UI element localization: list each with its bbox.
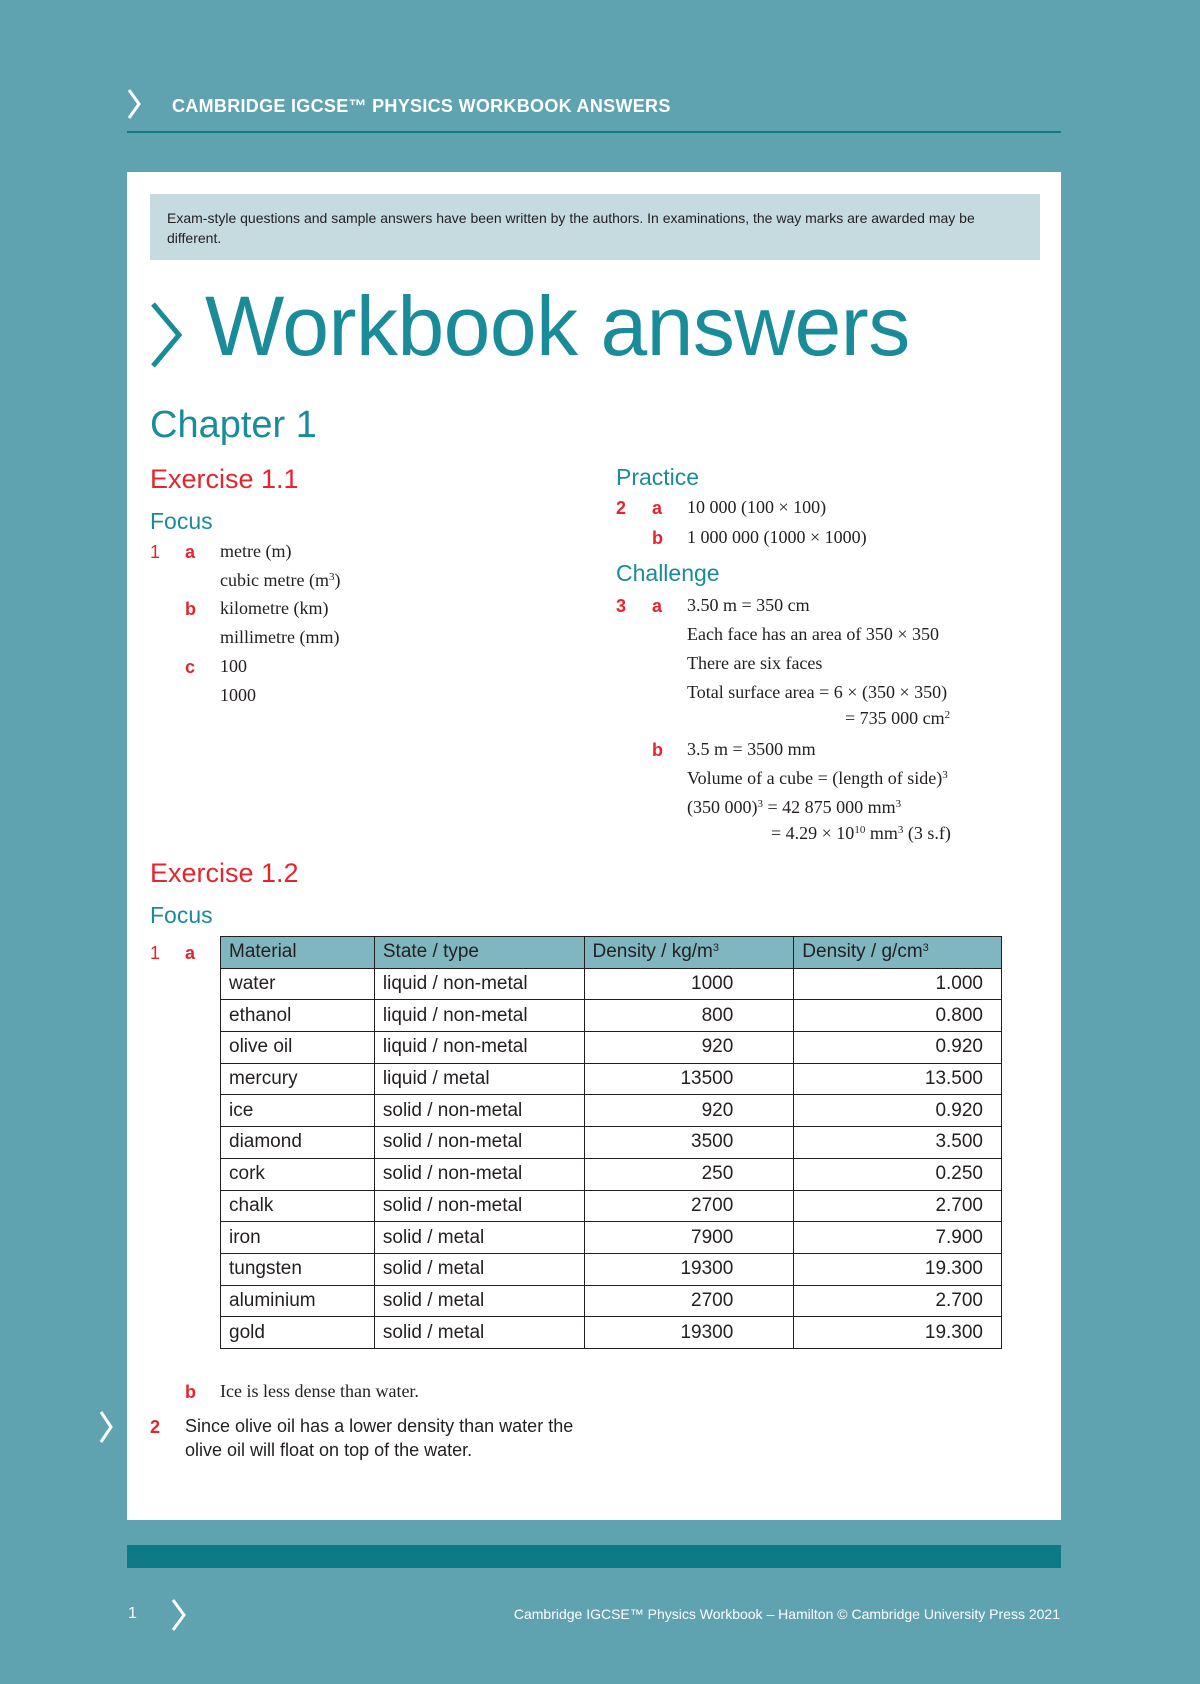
table-cell: liquid / non-metal: [374, 968, 584, 1000]
table-cell: 7900: [584, 1222, 794, 1254]
table-cell: 19300: [584, 1253, 794, 1285]
table-row: [221, 1222, 1002, 1254]
table-cell: liquid / non-metal: [374, 1032, 584, 1064]
focus-heading: Focus: [150, 902, 213, 928]
table-cell: 920: [584, 1095, 794, 1127]
disclaimer-note: Exam-style questions and sample answers have been written by the authors. In examinations, the way marks are awarded may be different.: [150, 194, 1040, 260]
title-chevron-icon: [148, 300, 184, 370]
question-number: 3: [616, 596, 627, 616]
table-row: [221, 1095, 1002, 1127]
footer-bar: [127, 1545, 1061, 1568]
table-cell: aluminium: [221, 1285, 375, 1317]
column-header: Material: [221, 937, 375, 969]
table-cell: liquid / metal: [374, 1063, 584, 1095]
answer-line: = 735 000 $cm^2$: [845, 708, 951, 728]
part-label: b: [185, 599, 196, 619]
table-cell: 13.500: [794, 1063, 1002, 1095]
table-cell: 0.250: [794, 1158, 1002, 1190]
table-cell: 7.900: [794, 1222, 1002, 1254]
table-cell: ethanol: [221, 1000, 375, 1032]
table-cell: 0.920: [794, 1032, 1002, 1064]
table-cell: solid / metal: [374, 1253, 584, 1285]
table-cell: ice: [221, 1095, 375, 1127]
table-row: [221, 968, 1002, 1000]
part-label: c: [185, 657, 196, 677]
page-title: Workbook answers: [205, 279, 910, 373]
table-cell: 800: [584, 1000, 794, 1032]
page-number: 1: [128, 1605, 137, 1622]
table-cell: solid / non-metal: [374, 1095, 584, 1127]
answer-line: Ice is less dense than water.: [220, 1381, 419, 1401]
answer-line: 3.50 m = 350 cm: [687, 595, 810, 615]
table-row: [221, 1063, 1002, 1095]
answer-line: Each face has an area of 350 × 350: [687, 624, 940, 644]
answer-line: 10 000 (100 × 100): [687, 497, 827, 517]
margin-chevron-icon: [98, 1410, 114, 1444]
table-header-row: [221, 937, 1002, 969]
column-header: State / type: [374, 937, 584, 969]
table-cell: 2.700: [794, 1190, 1002, 1222]
part-label: b: [652, 528, 663, 548]
table-row: [221, 1127, 1002, 1159]
running-header: CAMBRIDGE IGCSE™ PHYSICS WORKBOOK ANSWERS: [172, 96, 671, 116]
answer-line: 1000: [220, 685, 256, 705]
answer-line: cubic metre $(m^3)$: [220, 570, 341, 590]
part-label: a: [652, 596, 663, 616]
table-cell: 3500: [584, 1127, 794, 1159]
table-cell: 19.300: [794, 1317, 1002, 1349]
question-number: 1: [150, 542, 161, 562]
answer-line: Volume of a cube = (length of side)$^3$: [687, 768, 948, 788]
table-cell: 2700: [584, 1285, 794, 1317]
table-cell: gold: [221, 1317, 375, 1349]
column-header: Density / $g/cm^3$: [794, 937, 1002, 969]
table-row: [221, 1253, 1002, 1285]
table-cell: 2700: [584, 1190, 794, 1222]
part-label: a: [185, 542, 196, 562]
answer-line: 100: [220, 656, 247, 676]
table-cell: diamond: [221, 1127, 375, 1159]
table-cell: 1.000: [794, 968, 1002, 1000]
answer-line: 1 000 000 (1000 × 1000): [687, 527, 867, 547]
table-cell: solid / non-metal: [374, 1158, 584, 1190]
table-cell: 0.800: [794, 1000, 1002, 1032]
table-row: [221, 1032, 1002, 1064]
table-cell: 2.700: [794, 1285, 1002, 1317]
table-cell: iron: [221, 1222, 375, 1254]
table-cell: 0.920: [794, 1095, 1002, 1127]
part-label: b: [652, 740, 663, 760]
table-cell: 1000: [584, 968, 794, 1000]
table-cell: water: [221, 968, 375, 1000]
part-label: a: [185, 943, 196, 963]
table-cell: 13500: [584, 1063, 794, 1095]
practice-heading: Practice: [616, 464, 700, 490]
table-cell: solid / non-metal: [374, 1190, 584, 1222]
exercise-1-1-heading: Exercise 1.1: [150, 464, 299, 494]
table-cell: mercury: [221, 1063, 375, 1095]
answer-line: = $4.29 \times 10^{10}$ $mm^3$ (3 s.f): [771, 823, 951, 843]
table-cell: solid / metal: [374, 1317, 584, 1349]
chevron-right-icon: [126, 88, 142, 120]
answer-line: kilometre (km): [220, 598, 329, 618]
answer-line: 3.5 m = 3500 mm: [687, 739, 816, 759]
table-cell: solid / metal: [374, 1285, 584, 1317]
table-row: [221, 1317, 1002, 1349]
answer-line: millimetre (mm): [220, 627, 340, 647]
table-cell: olive oil: [221, 1032, 375, 1064]
answer-line: Total surface area = 6 × (350 × 350): [687, 682, 948, 702]
answer-line: (350 000)$^3$ = 42 875 000 $mm^3$: [687, 797, 902, 817]
exercise-1-2-heading: Exercise 1.2: [150, 858, 299, 888]
table-row: [221, 1190, 1002, 1222]
chapter-heading: Chapter 1: [150, 404, 317, 446]
column-header: Density / $kg/m^3$: [584, 937, 794, 969]
table-cell: 250: [584, 1158, 794, 1190]
challenge-heading: Challenge: [616, 560, 720, 586]
answer-line: There are six faces: [687, 653, 823, 673]
table-cell: solid / non-metal: [374, 1127, 584, 1159]
footer-credit: Cambridge IGCSE™ Physics Workbook – Hamilton © Cambridge University Press 2021: [513, 1606, 1060, 1622]
question-number: 2: [616, 498, 627, 518]
part-label: b: [185, 1382, 196, 1402]
table-cell: tungsten: [221, 1253, 375, 1285]
table-cell: solid / metal: [374, 1222, 584, 1254]
table-cell: 920: [584, 1032, 794, 1064]
table-cell: 19300: [584, 1317, 794, 1349]
question-number: 1: [150, 943, 161, 963]
table-cell: liquid / non-metal: [374, 1000, 584, 1032]
answer-line: olive oil will float on top of the water.: [185, 1440, 473, 1460]
table-cell: chalk: [221, 1190, 375, 1222]
question-number: 2: [150, 1417, 161, 1437]
answer-line: Since olive oil has a lower density than water the: [185, 1416, 574, 1436]
density-table: [220, 936, 1002, 1349]
table-row: [221, 1285, 1002, 1317]
table-row: [221, 1158, 1002, 1190]
header-divider: [127, 131, 1061, 133]
part-label: a: [652, 498, 663, 518]
table-row: [221, 1000, 1002, 1032]
footer-chevron-icon: [170, 1598, 188, 1632]
answer-line: metre (m): [220, 541, 292, 561]
table-cell: cork: [221, 1158, 375, 1190]
table-cell: 3.500: [794, 1127, 1002, 1159]
table-cell: 19.300: [794, 1253, 1002, 1285]
focus-heading: Focus: [150, 508, 213, 534]
